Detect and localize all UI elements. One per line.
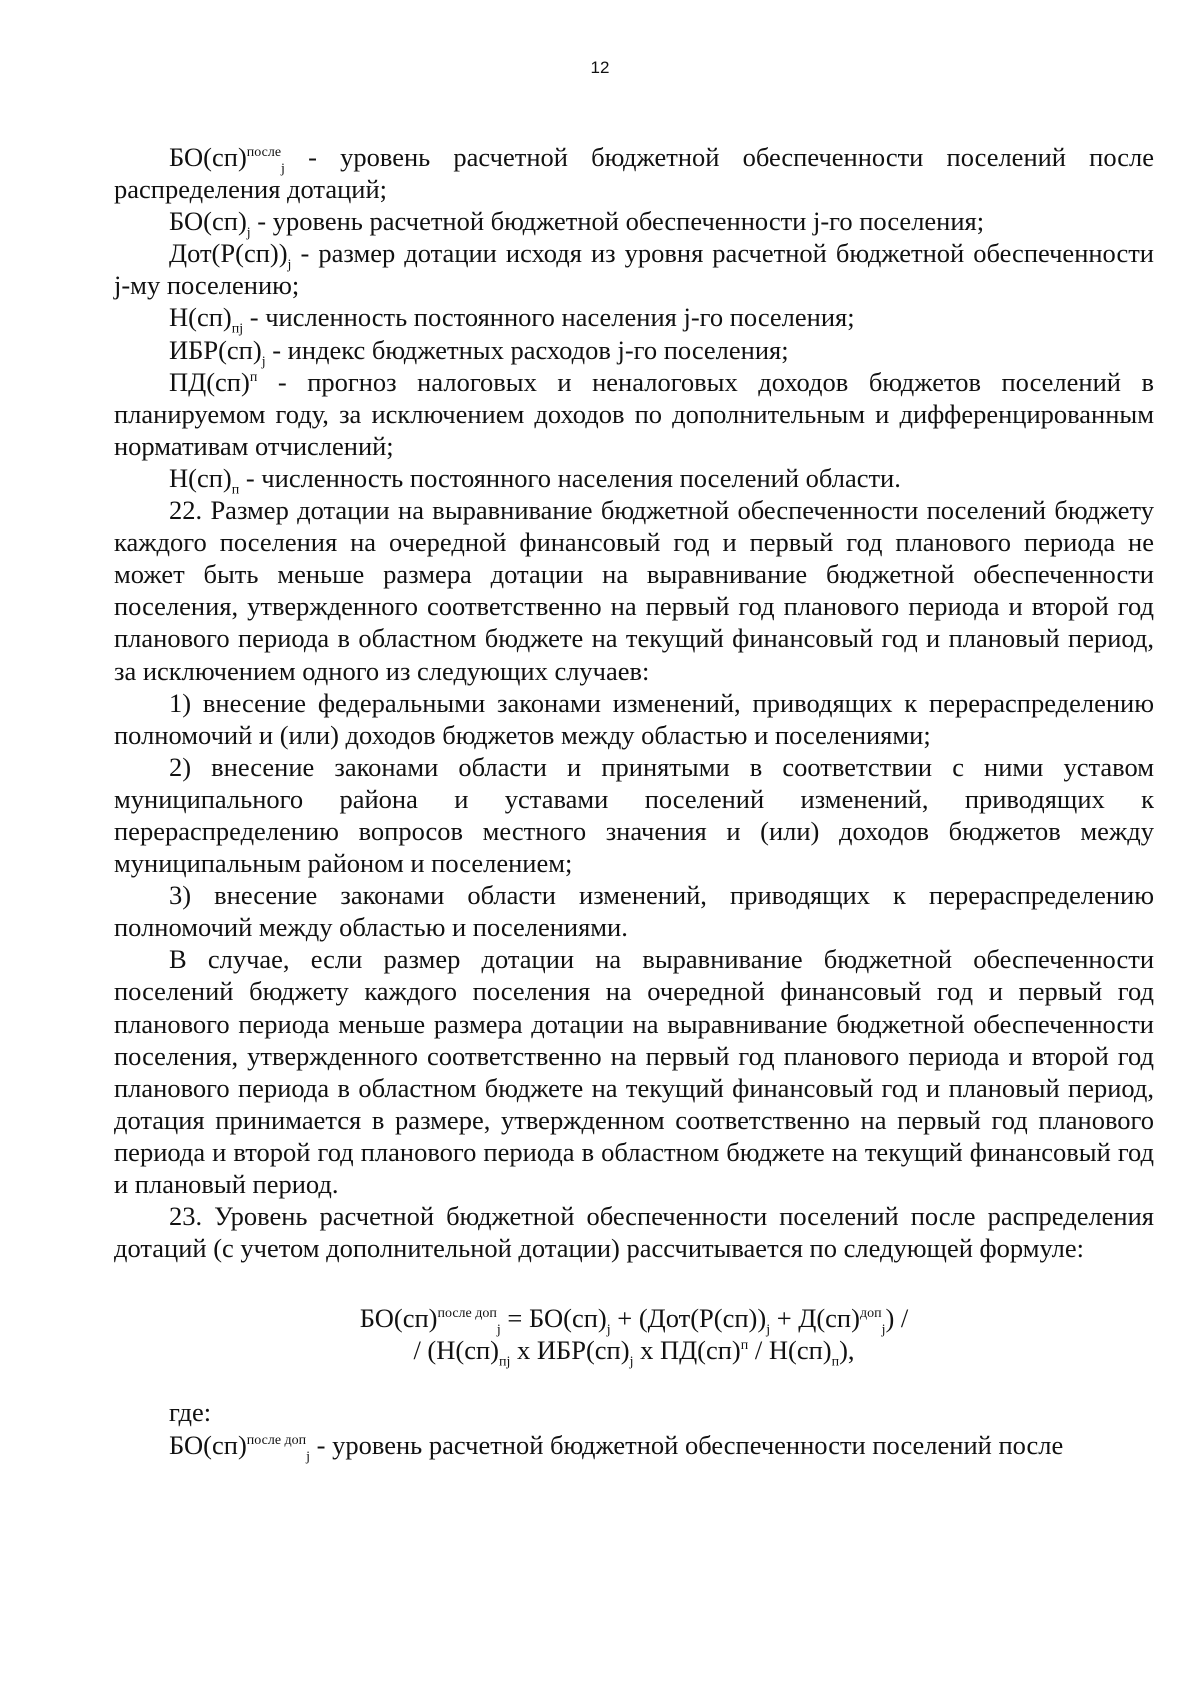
subscript: j (496, 1322, 501, 1338)
subscript: j (306, 1448, 311, 1464)
definition-bo-posle-dop (114, 1429, 1154, 1464)
symbol: ИБР(сп) (169, 334, 262, 365)
definition-text: - уровень расчетной бюджетной обеспеченности j-го поселения; (250, 206, 985, 237)
formula-term: ) / (885, 1303, 909, 1334)
formula (114, 1302, 1154, 1370)
subscript: п (231, 482, 240, 498)
formula-line-2 (114, 1334, 1154, 1370)
formula-term: ), (839, 1335, 855, 1366)
formula-line-1 (114, 1302, 1154, 1338)
subscript: п (831, 1354, 840, 1370)
superscript: п (249, 369, 258, 385)
superscript: доп (859, 1306, 882, 1322)
definition-text: - индекс бюджетных расходов j-го поселения; (265, 334, 789, 365)
definition-text: - прогноз налоговых и неналоговых доходов бюджетов поселений в планируемом году, за исключением доходов по дополнительным и дифференцированным нормативам отчислений; (114, 366, 1154, 461)
definition-bo (114, 205, 1154, 241)
superscript: после доп (246, 1432, 307, 1448)
symbol: Н(сп) (169, 462, 232, 493)
list-item-2: 2) внесение законами области и принятыми в соответствии с ними уставом муниципального района и уставами поселений изменений, приводящих к перераспределению вопросов местного значения и (или) доходов бюджетов между муниципальным районом и поселением; (114, 751, 1154, 879)
subscript: пj (231, 321, 244, 337)
subscript: j (261, 353, 266, 369)
subscript: j (629, 1354, 634, 1370)
list-item-1: 1) внесение федеральными законами изменений, приводящих к перераспределению полномочий и (или) доходов бюджетов между областью и поселениями; (114, 687, 1154, 750)
subscript: j (766, 1322, 771, 1338)
definition-n-pj (114, 301, 1154, 337)
subscript: j (287, 257, 292, 273)
definition-text: - размер дотации исходя из уровня расчетной бюджетной обеспеченности j-му поселению; (114, 238, 1154, 301)
definition-dot (114, 237, 1154, 301)
subscript: j (281, 161, 285, 177)
definition-text: - численность постоянного населения поселений области. (239, 462, 901, 493)
formula-term: + Д(сп) (770, 1303, 860, 1334)
formula-term: + (Дот(Р(сп)) (610, 1303, 767, 1334)
definition-text: - уровень расчетной бюджетной обеспеченности поселений после распределения дотаций; (114, 142, 1154, 205)
symbol: Н(сп) (169, 302, 232, 333)
definition-pd (114, 366, 1154, 462)
page-number: 12 (590, 58, 610, 77)
definition-text: - численность постоянного населения j-го поселения; (243, 302, 855, 333)
subscript: j (606, 1322, 611, 1338)
symbol: БО(сп) (169, 206, 247, 237)
definition-text: - уровень расчетной бюджетной обеспеченности поселений после (310, 1429, 1064, 1460)
symbol: БО(сп) (169, 1429, 247, 1460)
paragraph-23: 23. Уровень расчетной бюджетной обеспеченности поселений после распределения дотаций (с учетом дополнительной дотации) рассчитывается по следующей формуле: (114, 1201, 1154, 1264)
formula-term: х ПД(сп) (633, 1335, 741, 1366)
definition-n-p (114, 462, 1154, 498)
subscript: j (881, 1322, 886, 1338)
formula-term: / Н(сп) (748, 1335, 832, 1366)
formula-term: х ИБР(сп) (510, 1335, 630, 1366)
superscript: п (740, 1338, 749, 1354)
symbol: БО(сп) (169, 142, 247, 172)
formula-term: БО(сп) (359, 1303, 438, 1334)
superscript: после (246, 145, 282, 161)
paragraph-case: В случае, если размер дотации на выравнивание бюджетной обеспеченности поселений бюджету каждого поселения на очередной финансовый год и первый год планового периода меньше размера дотации на выравнивание бюджетной обеспеченности поселения, утвержденного соответственно на первый год планового периода и второй год планового периода в областном бюджете на текущий финансовый год и плановый период, дотация принимается в размере, утвержденном соответственно на первый год планового периода и второй год планового периода в областном бюджете на текущий финансовый год и плановый период. (114, 944, 1154, 1199)
paragraph-22: 22. Размер дотации на выравнивание бюджетной обеспеченности поселений бюджету каждого поселения на очередной финансовый год и первый год планового периода не может быть меньше размера дотации на выравнивание бюджетной обеспеченности поселения, утвержденного соответственно на первый год планового периода и второй год планового периода в областном бюджете на текущий финансовый год и плановый период, за исключением одного из следующих случаев: (114, 495, 1154, 686)
subscript: пj (498, 1354, 511, 1370)
subscript: j (246, 225, 251, 241)
symbol: Дот(Р(сп)) (169, 238, 288, 269)
where-label: где: (169, 1397, 212, 1428)
document-body (114, 141, 1154, 1464)
definition-ibr (114, 334, 1154, 369)
formula-term: = БО(сп) (500, 1303, 607, 1334)
symbol: ПД(сп) (169, 366, 250, 397)
formula-term: / (Н(сп) (413, 1335, 499, 1366)
definition-bo-posle (114, 141, 1154, 205)
list-item-3: 3) внесение законами области изменений, приводящих к перераспределению полномочий между областью и поселениями. (114, 880, 1154, 943)
superscript: после доп (437, 1306, 497, 1322)
